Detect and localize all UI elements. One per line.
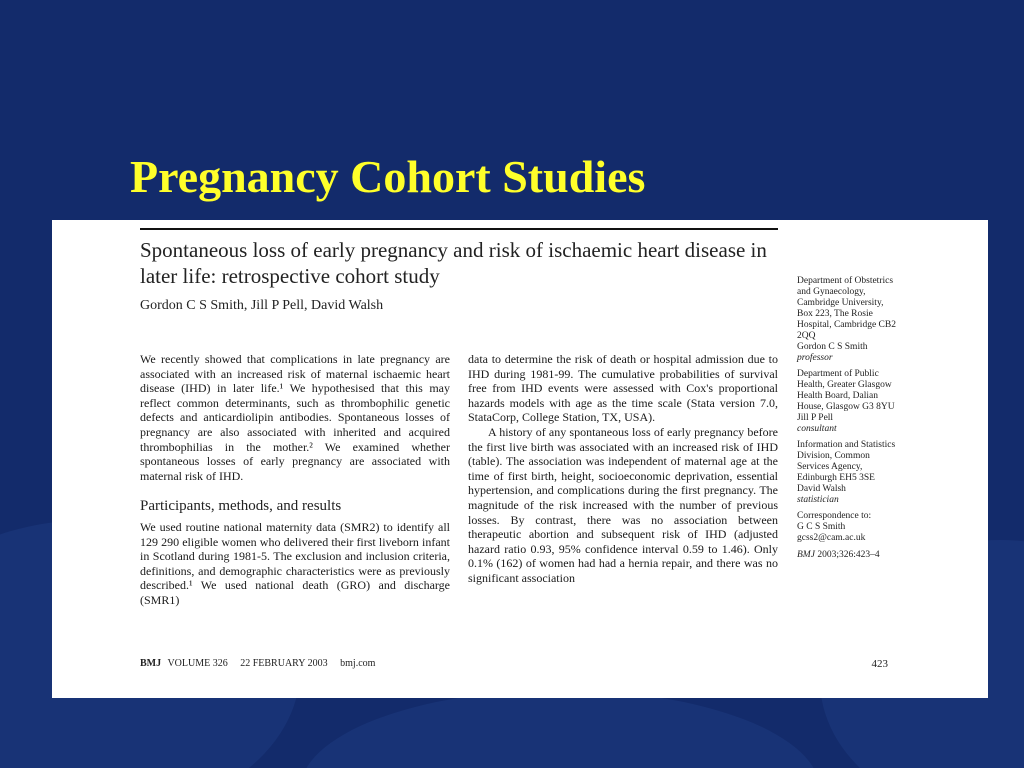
correspondence-name: G C S Smith [797, 522, 846, 532]
slide-title: Pregnancy Cohort Studies [130, 151, 646, 202]
results-paragraph: A history of any spontaneous loss of early pregnancy before the first live birth was associated with an increased risk of IHD (table). The association was independent of maternal age at the time of first birth, height, socioeconomic deprivation, essential hypertension, and complications during the first pregnancy. The magnitude of the risk increased with the number of previous losses. By contrast, there was no association between therapeutic abortion and subsequent risk of IHD (adjusted hazard ratio 0.93, 95% confidence interval 0.59 to 1.46). Only 0.1% (162) of women had had a hernia repair, and there was no significant association [468, 424, 778, 585]
article-authors: Gordon C S Smith, Jill P Pell, David Walsh [140, 298, 384, 313]
author-3-name: David Walsh [797, 484, 846, 494]
article-column-right [468, 352, 778, 586]
article-page [52, 220, 988, 698]
correspondence-email: gcss2@cam.ac.uk [797, 533, 866, 543]
citation-details: 2003;326:423–4 [817, 550, 880, 560]
author-3-role: statistician [797, 495, 839, 505]
section-heading: Participants, methods, and results [140, 498, 342, 515]
page-footer [140, 658, 888, 669]
author-1-role: professor [797, 353, 833, 363]
author-2-role: consultant [797, 424, 837, 434]
affiliation-2: Department of Public Health, Greater Glasgow Health Board, Dalian House, Glasgow G3 8YU [797, 369, 895, 412]
footer-date: 22 FEBRUARY 2003 [240, 658, 328, 669]
citation [797, 550, 897, 561]
methods-continued-paragraph: data to determine the risk of death or hospital admission due to IHD during 1981-99. The cumulative probabilities of survival free from IHD events were assessed with Cox's proportional hazards models with age as the time scale (Stata version 7.0, StataCorp, College Station, TX, USA). [468, 352, 778, 425]
footer-volume: VOLUME 326 [167, 658, 228, 669]
citation-journal: BMJ [797, 550, 815, 560]
footer-site: bmj.com [340, 658, 376, 669]
author-1-name: Gordon C S Smith [797, 342, 868, 352]
intro-paragraph: We recently showed that complications in late pregnancy are associated with an increased risk of maternal ischaemic heart disease (IHD) in later life.¹ We hypothesised that this may reflect common determinants, such as thrombophilic genetic defects and anticardiolipin antibodies. Spontaneous losses of pregnancy are also associated with inherited and acquired thrombophilias in the mother.² We examined whether spontaneous losses of early pregnancy are associated with maternal risk of IHD. [140, 352, 450, 483]
footer-journal: BMJ [140, 658, 162, 669]
author-2-name: Jill P Pell [797, 413, 834, 423]
article-title: Spontaneous loss of early pregnancy and risk of ischaemic heart disease in later life: retrospective cohort study [140, 238, 767, 288]
footer-page-number: 423 [871, 658, 888, 670]
correspondence-label: Correspondence to: [797, 511, 872, 521]
title-rule [140, 228, 778, 230]
background-swoosh-bottom [300, 690, 820, 768]
article-column-left [140, 352, 450, 608]
methods-paragraph: We used routine national maternity data (SMR2) to identify all 129 290 eligible women who delivered their first liveborn infant in Scotland during 1981-5. The exclusion and inclusion criteria, definitions, and demographic characteristics were as previously described.¹ We used national death (GRO) and discharge (SMR1) [140, 519, 450, 607]
affiliation-1: Department of Obstetrics and Gynaecology, Cambridge University, Box 223, The Rosie Hospital, Cambridge CB2 2QQ [797, 276, 896, 341]
affiliation-3: Information and Statistics Division, Common Services Agency, Edinburgh EH5 3SE [797, 440, 896, 483]
author-affiliations [797, 276, 897, 561]
